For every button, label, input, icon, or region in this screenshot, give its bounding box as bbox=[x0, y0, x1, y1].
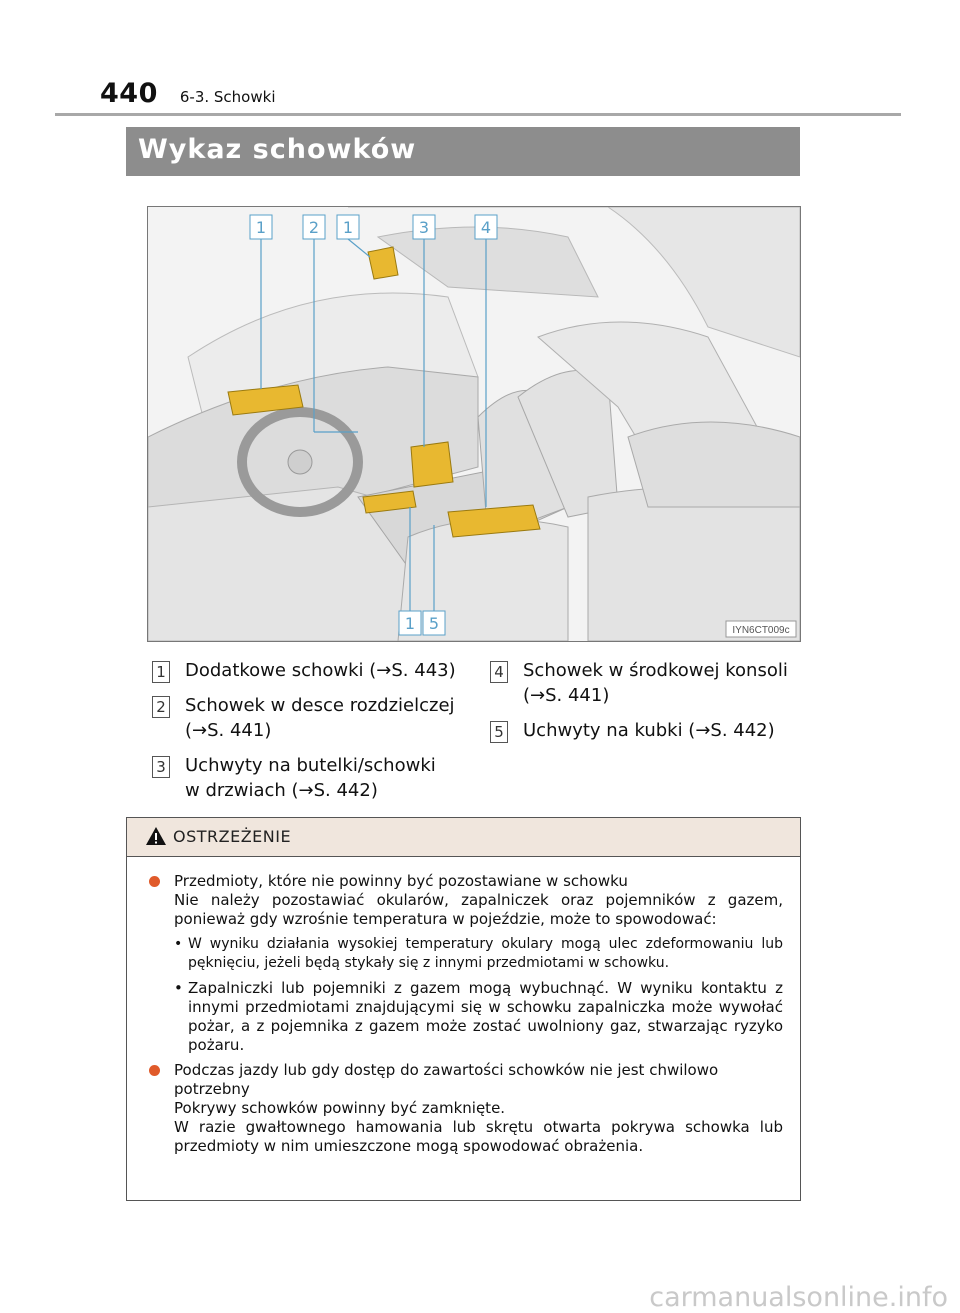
page-header bbox=[100, 78, 276, 109]
list-item bbox=[490, 658, 800, 708]
item-number: 2 bbox=[152, 696, 170, 718]
bullet-heading: Przedmioty, które nie powinny być pozostawiane w schowku bbox=[174, 872, 628, 890]
list-item bbox=[152, 753, 472, 803]
bullet-text: W razie gwałtownego hamowania lub skrętu otwarta pokrywa schowka lub przedmioty w nim umieszczone mogą spowodować obrażenia. bbox=[174, 1118, 783, 1155]
warning-title: OSTRZEŻENIE bbox=[173, 827, 292, 846]
section-title: 6-3. Schowki bbox=[179, 88, 276, 106]
bullet-heading: Podczas jazdy lub gdy dostęp do zawartości schowków nie jest chwilowo potrzebny bbox=[174, 1061, 719, 1098]
callout-1-top: 1 bbox=[255, 218, 267, 237]
watermark: carmanualsonline.info bbox=[649, 1282, 948, 1313]
item-number: 1 bbox=[152, 661, 170, 683]
warning-bullet bbox=[143, 872, 783, 929]
page-title: Wykaz schowków bbox=[138, 134, 417, 165]
warning-box bbox=[126, 817, 801, 1201]
bullet-dot-icon bbox=[149, 1065, 160, 1076]
item-text: Schowek w desce rozdzielczej (→S. 441) bbox=[185, 695, 455, 741]
callout-3: 3 bbox=[418, 218, 430, 237]
list-item bbox=[152, 658, 472, 683]
page-number: 440 bbox=[100, 78, 158, 109]
sub-bullet-icon: • bbox=[174, 979, 183, 997]
sub-item-text: Zapalniczki lub pojemniki z gazem mogą wybuchnąć. W wyniku kontaktu z innymi przedmiotami znajdującymi się w schowku zapalniczka może wywołać pożar, a z pojemnika z gazem może zostać uwolniony gaz, stwarzając ryzyko pożaru. bbox=[188, 979, 783, 1054]
list-item bbox=[490, 718, 800, 743]
item-text: Dodatkowe schowki (→S. 443) bbox=[185, 660, 456, 681]
item-text: Uchwyty na butelki/schowki w drzwiach (→S. 442) bbox=[185, 755, 436, 801]
item-text: Uchwyty na kubki (→S. 442) bbox=[523, 720, 775, 741]
sub-item-text: W wyniku działania wysokiej temperatury okulary mogą ulec zdeformowaniu lub pęknięciu, jeżeli będą stykały się z innymi przedmiotami w schowku. bbox=[188, 936, 783, 971]
bullet-line: Pokrywy schowków powinny być zamknięte. bbox=[174, 1099, 506, 1117]
warning-bullet bbox=[143, 1061, 783, 1156]
warning-sub-item bbox=[143, 979, 783, 1055]
image-code: IYN6CT009c bbox=[732, 625, 790, 636]
item-number: 4 bbox=[490, 661, 508, 683]
header-divider bbox=[55, 113, 901, 116]
warning-sub-item bbox=[143, 935, 783, 973]
callout-1-top-b: 1 bbox=[342, 218, 354, 237]
warning-body bbox=[143, 872, 783, 1162]
highlight-door-pocket bbox=[411, 442, 453, 487]
item-text: Schowek w środkowej konsoli (→S. 441) bbox=[523, 660, 788, 706]
interior-illustration bbox=[147, 206, 801, 642]
warning-header bbox=[127, 818, 800, 857]
callout-4: 4 bbox=[480, 218, 492, 237]
list-item bbox=[152, 693, 472, 743]
highlight-auxiliary-box-upper bbox=[368, 247, 398, 279]
callout-5: 5 bbox=[428, 614, 440, 633]
bullet-text: Nie należy pozostawiać okularów, zapalniczek oraz pojemników z gazem, ponieważ gdy wzrośnie temperatura w pojeździe, może to spowodować: bbox=[174, 891, 783, 928]
sub-bullet-icon: • bbox=[174, 936, 183, 952]
car-interior-drawing bbox=[148, 207, 800, 641]
legend-left bbox=[152, 658, 472, 813]
warning-triangle-icon bbox=[145, 826, 167, 846]
callout-1-bottom: 1 bbox=[404, 614, 416, 633]
legend-right bbox=[490, 658, 800, 753]
item-number: 5 bbox=[490, 721, 508, 743]
item-number: 3 bbox=[152, 756, 170, 778]
title-bar bbox=[126, 127, 800, 176]
bullet-dot-icon bbox=[149, 876, 160, 887]
callout-2: 2 bbox=[308, 218, 320, 237]
